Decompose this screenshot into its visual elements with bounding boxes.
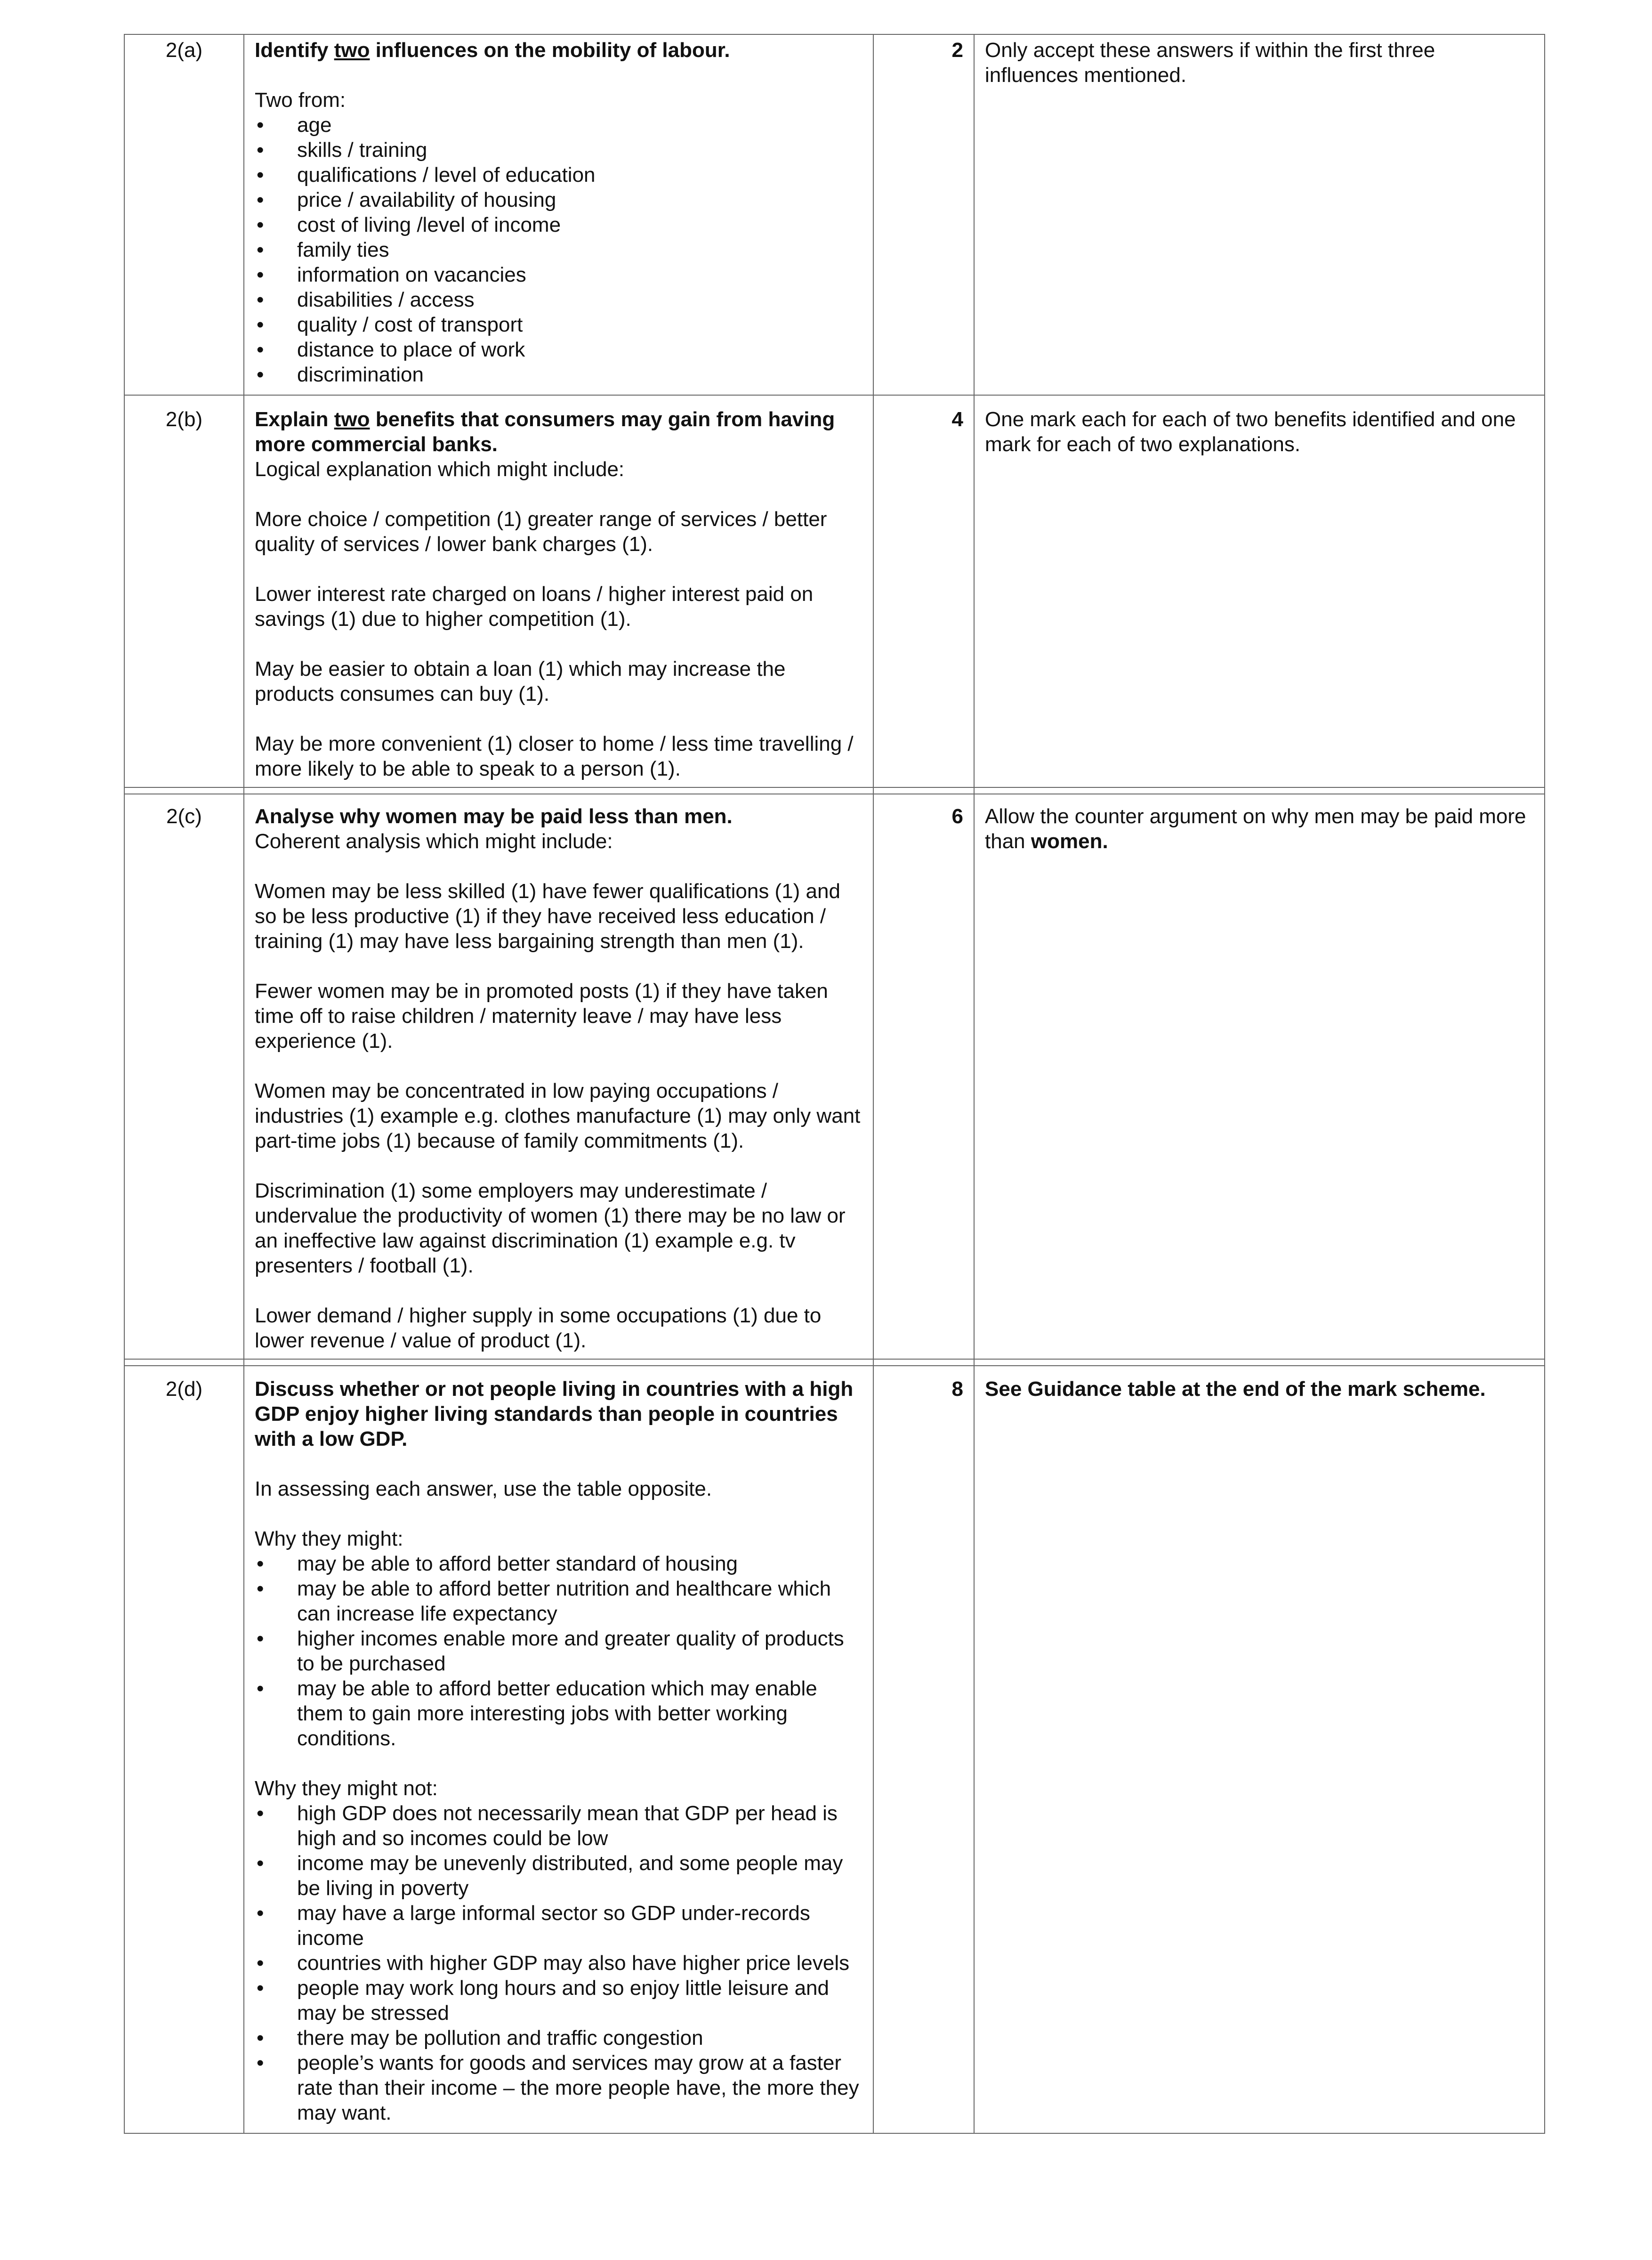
might-not-bullet-list [255,1801,863,2125]
answer-paragraph: May be easier to obtain a loan (1) which may increase the products consumes can buy (1). [255,657,786,705]
answer-paragraph: Fewer women may be in promoted posts (1) if they have taken time off to raise children / maternity leave / may have less experience (1). [255,980,828,1053]
guidance-text-emphasis: women. [1031,830,1108,853]
guidance-text: Only accept these answers if within the first three influences mentioned. [974,34,1545,395]
question-row-2d [124,1366,1545,2133]
question-title-end: benefits that consumers may gain from having more commercial banks. [255,408,835,456]
question-number: 2(a) [124,34,244,395]
row-divider [124,1359,1545,1366]
list-item: • price / availability of housing [255,187,863,212]
might-heading: Why they might: [255,1527,403,1550]
question-row-2c [124,794,1545,1359]
list-item: • higher incomes enable more and greater quality of products to be purchased [255,1626,863,1676]
answer-cell [244,34,873,395]
question-number: 2(c) [124,794,244,1359]
question-title-end: influences on the mobility of labour. [370,39,730,62]
question-title-start: Identify [255,39,334,62]
answer-intro: Logical explanation which might include: [255,458,625,481]
answer-paragraph: Women may be concentrated in low paying occupations / industries (1) example e.g. clothes manufacture (1) may only want part-time jobs (1) because of family commitments (1). [255,1079,861,1152]
guidance-text: One mark each for each of two benefits identified and one mark for each of two explanations. [974,395,1545,787]
mark-scheme-table [124,34,1545,2134]
question-number: 2(b) [124,395,244,787]
answer-bullet-list [255,113,863,387]
question-title [255,38,863,63]
list-item: • may be able to afford better standard of housing [255,1551,863,1576]
list-item: • quality / cost of transport [255,312,863,337]
answer-intro: Two from: [255,89,346,112]
marks-value: 6 [873,794,974,1359]
answer-cell [244,794,873,1359]
guidance-text: See Guidance table at the end of the mark scheme. [974,1366,1545,2133]
answer-paragraph: More choice / competition (1) greater range of services / better quality of services / lower bank charges (1). [255,508,827,556]
list-item: • people may work long hours and so enjoy little leisure and may be stressed [255,1976,863,2025]
answer-intro: In assessing each answer, use the table opposite. [255,1477,712,1500]
marks-value: 8 [873,1366,974,2133]
answer-paragraph: Lower interest rate charged on loans / higher interest paid on savings (1) due to higher competition (1). [255,583,814,631]
answer-cell [244,1366,873,2133]
list-item: • high GDP does not necessarily mean that GDP per head is high and so incomes could be low [255,1801,863,1851]
answer-intro: Coherent analysis which might include: [255,830,613,853]
list-item: • discrimination [255,362,863,387]
list-item: • disabilities / access [255,287,863,312]
marks-value: 4 [873,395,974,787]
question-title [255,407,863,457]
list-item: • information on vacancies [255,262,863,287]
list-item: • age [255,113,863,138]
might-not-heading: Why they might not: [255,1777,438,1800]
guidance-text [974,794,1545,1359]
guidance-text-start: Allow the counter argument on why men may be paid more than [985,805,1526,853]
list-item: • skills / training [255,138,863,162]
list-item: • there may be pollution and traffic congestion [255,2025,863,2050]
question-row-2a [124,34,1545,395]
question-row-2b [124,395,1545,787]
list-item: • distance to place of work [255,337,863,362]
question-title-emphasis: two [334,408,370,431]
answer-paragraph: Women may be less skilled (1) have fewer qualifications (1) and so be less productive (1) if they have received less education / training (1) may have less bargaining strength than men (1). [255,880,840,953]
marks-value: 2 [873,34,974,395]
row-divider [124,787,1545,794]
list-item: • income may be unevenly distributed, and some people may be living in poverty [255,1851,863,1901]
list-item: • people’s wants for goods and services may grow at a faster rate than their income – the more people have, the more they may want. [255,2050,863,2125]
question-number: 2(d) [124,1366,244,2133]
question-title-emphasis: two [334,39,370,62]
answer-paragraph: Discrimination (1) some employers may underestimate / undervalue the productivity of women (1) there may be no law or an ineffective law against discrimination (1) example e.g. tv presenters / football (1). [255,1179,846,1277]
list-item: • family ties [255,237,863,262]
answer-paragraph: May be more convenient (1) closer to home / less time travelling / more likely to be able to speak to a person (1). [255,732,854,780]
answer-paragraph: Lower demand / higher supply in some occupations (1) due to lower revenue / value of product (1). [255,1304,822,1352]
list-item: • countries with higher GDP may also have higher price levels [255,1951,863,1976]
list-item: • cost of living /level of income [255,212,863,237]
might-bullet-list [255,1551,863,1751]
question-title-start: Explain [255,408,334,431]
list-item: • qualifications / level of education [255,162,863,187]
list-item: • may be able to afford better nutrition and healthcare which can increase life expectancy [255,1576,863,1626]
answer-cell [244,395,873,787]
list-item: • may be able to afford better education which may enable them to gain more interesting jobs with better working conditions. [255,1676,863,1751]
question-title: Discuss whether or not people living in countries with a high GDP enjoy higher living standards than people in countries with a low GDP. [255,1377,854,1450]
list-item: • may have a large informal sector so GDP under-records income [255,1901,863,1951]
question-title: Analyse why women may be paid less than men. [255,805,733,828]
